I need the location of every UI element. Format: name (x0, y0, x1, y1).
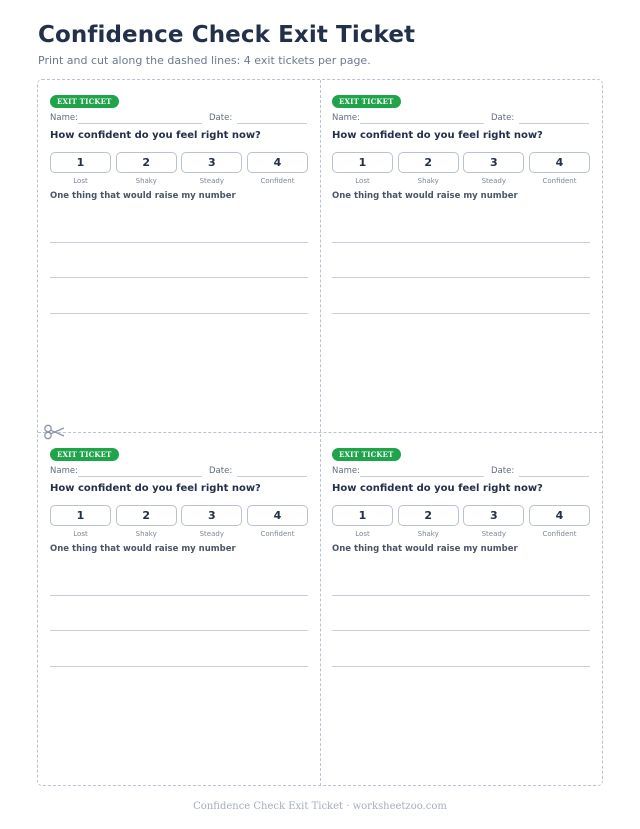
date-field[interactable] (519, 476, 589, 477)
name-date-row (50, 113, 308, 125)
exit-ticket-1 (50, 95, 308, 425)
scissors-icon (43, 424, 65, 440)
scale-option-2[interactable]: 2 (398, 152, 459, 173)
name-label: Name: (332, 113, 360, 123)
confidence-question: How confident do you feel right now? (50, 483, 261, 494)
writing-line[interactable] (332, 666, 590, 667)
writing-line[interactable] (332, 242, 590, 243)
writing-line[interactable] (332, 313, 590, 314)
scale-caption-lost: Lost (73, 177, 88, 185)
confidence-question: How confident do you feel right now? (50, 130, 261, 141)
date-label: Date: (491, 113, 515, 123)
writing-line[interactable] (332, 277, 590, 278)
writing-line[interactable] (332, 630, 590, 631)
writing-line[interactable] (50, 242, 308, 243)
scale-caption-shaky: Shaky (135, 177, 157, 185)
date-label: Date: (209, 113, 233, 123)
date-field[interactable] (237, 123, 307, 124)
exit-ticket-4 (332, 448, 590, 778)
scale-caption-steady: Steady (481, 177, 506, 185)
writing-line[interactable] (50, 595, 308, 596)
scale-option-1[interactable]: 1 (50, 505, 111, 526)
scale-caption-confident: Confident (542, 530, 577, 538)
exit-ticket-2 (332, 95, 590, 425)
scale-caption-steady: Steady (199, 177, 224, 185)
confidence-scale (332, 152, 590, 186)
scale-option-2[interactable]: 2 (398, 505, 459, 526)
writing-line[interactable] (332, 595, 590, 596)
scale-option-4[interactable]: 4 (529, 505, 590, 526)
scale-option-1[interactable]: 1 (50, 152, 111, 173)
confidence-question: How confident do you feel right now? (332, 483, 543, 494)
scale-caption-shaky: Shaky (417, 530, 439, 538)
exit-ticket-badge: EXIT TICKET (50, 448, 119, 461)
scale-caption-steady: Steady (481, 530, 506, 538)
confidence-scale (50, 152, 308, 186)
horizontal-cut-line (38, 432, 602, 433)
writing-line[interactable] (50, 277, 308, 278)
scale-caption-lost: Lost (355, 530, 370, 538)
name-field[interactable] (78, 123, 202, 124)
scale-caption-shaky: Shaky (417, 177, 439, 185)
scale-option-2[interactable]: 2 (116, 152, 177, 173)
scale-caption-confident: Confident (542, 177, 577, 185)
vertical-cut-line (320, 80, 321, 786)
page-footer: Confidence Check Exit Ticket · worksheetzoo.com (193, 801, 447, 812)
raise-number-prompt: One thing that would raise my number (50, 544, 236, 554)
name-label: Name: (332, 466, 360, 476)
scale-caption-lost: Lost (73, 530, 88, 538)
name-label: Name: (50, 466, 78, 476)
scale-option-4[interactable]: 4 (247, 152, 308, 173)
writing-line[interactable] (50, 313, 308, 314)
writing-line[interactable] (50, 630, 308, 631)
name-date-row (50, 466, 308, 478)
exit-ticket-badge: EXIT TICKET (50, 95, 119, 108)
date-label: Date: (209, 466, 233, 476)
page-subtitle: Print and cut along the dashed lines: 4 exit tickets per page. (38, 54, 371, 67)
scale-caption-shaky: Shaky (135, 530, 157, 538)
scale-option-4[interactable]: 4 (529, 152, 590, 173)
name-label: Name: (50, 113, 78, 123)
exit-ticket-3 (50, 448, 308, 778)
scale-option-2[interactable]: 2 (116, 505, 177, 526)
date-field[interactable] (237, 476, 307, 477)
raise-number-prompt: One thing that would raise my number (332, 191, 518, 201)
scale-option-3[interactable]: 3 (463, 505, 524, 526)
page-title: Confidence Check Exit Ticket (38, 22, 416, 48)
exit-ticket-badge: EXIT TICKET (332, 95, 401, 108)
confidence-question: How confident do you feel right now? (332, 130, 543, 141)
scale-option-1[interactable]: 1 (332, 152, 393, 173)
name-date-row (332, 113, 590, 125)
scale-option-3[interactable]: 3 (181, 152, 242, 173)
exit-ticket-badge: EXIT TICKET (332, 448, 401, 461)
scale-option-4[interactable]: 4 (247, 505, 308, 526)
name-field[interactable] (360, 476, 484, 477)
raise-number-prompt: One thing that would raise my number (50, 191, 236, 201)
name-date-row (332, 466, 590, 478)
confidence-scale (332, 505, 590, 539)
scale-caption-confident: Confident (260, 530, 295, 538)
scale-option-1[interactable]: 1 (332, 505, 393, 526)
scale-option-3[interactable]: 3 (463, 152, 524, 173)
scale-option-3[interactable]: 3 (181, 505, 242, 526)
date-field[interactable] (519, 123, 589, 124)
scale-caption-steady: Steady (199, 530, 224, 538)
confidence-scale (50, 505, 308, 539)
scale-caption-confident: Confident (260, 177, 295, 185)
name-field[interactable] (360, 123, 484, 124)
writing-line[interactable] (50, 666, 308, 667)
raise-number-prompt: One thing that would raise my number (332, 544, 518, 554)
scale-caption-lost: Lost (355, 177, 370, 185)
date-label: Date: (491, 466, 515, 476)
name-field[interactable] (78, 476, 202, 477)
